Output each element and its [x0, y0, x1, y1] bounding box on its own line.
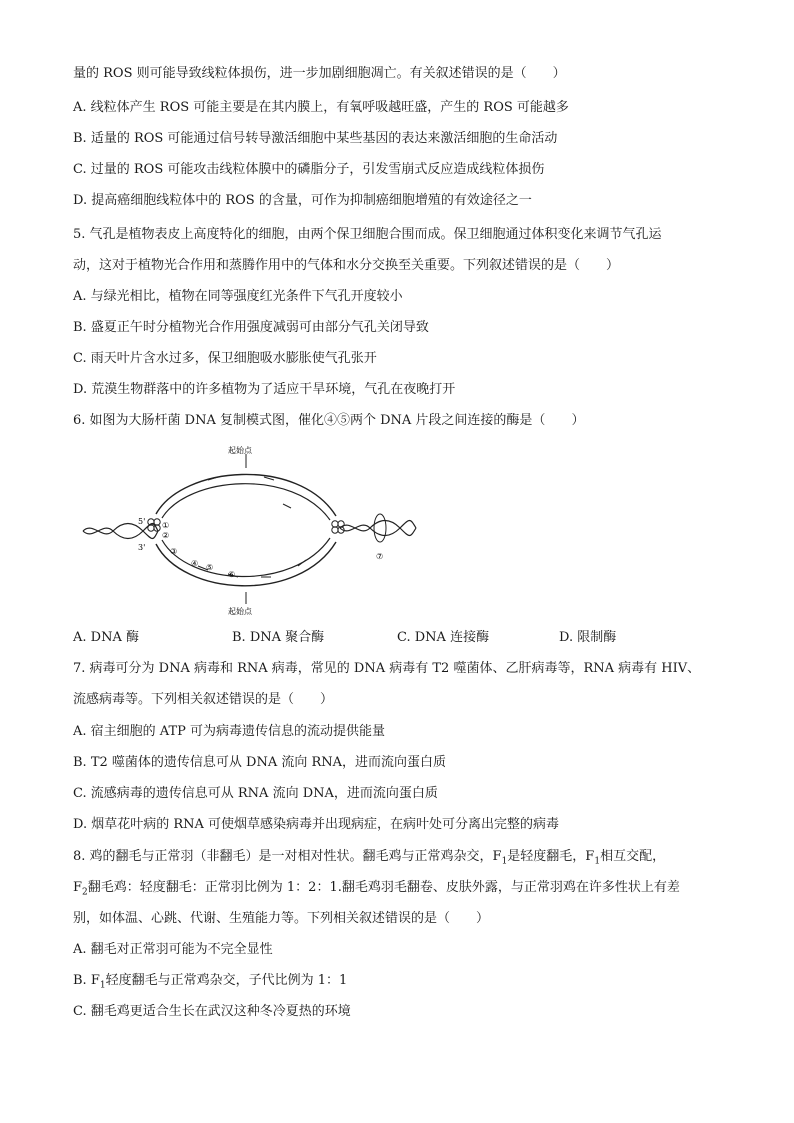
- q8-stem-line1: 8. 鸡的翻毛与正常羽（非翻毛）是一对相对性状。翻毛鸡与正常鸡杂交，$F_1$是轻度翻毛，$F_1$相互交配，: [73, 849, 666, 867]
- q6-option-c: C. DNA 连接酶: [397, 630, 490, 645]
- label-origin-bottom: 起始点: [228, 607, 252, 616]
- q4-option-c: C. 过量的 ROS 可能攻击线粒体膜中的磷脂分子，引发雪崩式反应造成线粒体损伤: [73, 162, 545, 177]
- q7-stem-line2: 流感病毒等。下列相关叙述错误的是（ ）: [73, 692, 334, 707]
- q8-option-a: A. 翻毛对正常羽可能为不完全显性: [73, 942, 273, 957]
- label-n5: ⑤: [206, 563, 214, 572]
- q4-option-b: B. 适量的 ROS 可能通过信号转导激活细胞中某些基因的表达来激活细胞的生命活动: [73, 131, 558, 146]
- q7-option-c: C. 流感病毒的遗传信息可从 RNA 流向 DNA，进而流向蛋白质: [73, 786, 438, 801]
- strand-top-outer: [156, 474, 336, 516]
- q5-stem-line1: 5. 气孔是植物表皮上高度特化的细胞，由两个保卫细胞合围而成。保卫细胞通过体积变化来调节气孔运: [73, 227, 662, 242]
- q8-stem-line3: 别，如体温、心跳、代谢、生殖能力等。下列相关叙述错误的是（ ）: [73, 911, 490, 926]
- enzyme-circle: [338, 521, 344, 527]
- enzyme-circle: [154, 519, 160, 525]
- q8-option-c: C. 翻毛鸡更适合生长在武汉这种冬冷夏热的环境: [73, 1004, 351, 1019]
- label-n4: ④: [191, 559, 199, 568]
- q7-option-a: A. 宿主细胞的 ATP 可为病毒遗传信息的流动提供能量: [73, 724, 386, 739]
- q5-option-d: D. 荒漠生物群落中的许多植物为了适应干旱环境，气孔在夜晚打开: [73, 382, 456, 397]
- q6-option-a: A. DNA 酶: [73, 630, 139, 645]
- q6-stem: 6. 如图为大肠杆菌 DNA 复制模式图，催化④⑤两个 DNA 片段之间连接的酶是（ ）: [73, 413, 585, 428]
- label-n3: ③: [170, 547, 178, 556]
- q7-option-d: D. 烟草花叶病的 RNA 可使烟草感染病毒并出现病症，在病叶处可分离出完整的病毒: [73, 817, 560, 832]
- label-5prime: 5': [138, 517, 146, 526]
- arrow-bottom-4: [298, 560, 306, 566]
- q5-stem-line2: 动，这对于植物光合作用和蒸腾作用中的气体和水分交换至关重要。下列叙述错误的是（ ）: [73, 258, 620, 273]
- rotation-arrow: [374, 514, 386, 542]
- text-line: 量的 ROS 则可能导致线粒体损伤，进一步加剧细胞凋亡。有关叙述错误的是（ ）: [73, 66, 566, 81]
- q4-option-a: A. 线粒体产生 ROS 可能主要是在其内膜上，有氧呼吸越旺盛，产生的 ROS 可能越多: [73, 100, 569, 115]
- strand-bottom-outer: [156, 542, 336, 586]
- q5-option-b: B. 盛夏正午时分植物光合作用强度减弱可由部分气孔关闭导致: [73, 320, 429, 335]
- label-n1: ①: [162, 521, 170, 530]
- enzyme-circle: [332, 521, 338, 527]
- label-n6: ⑥: [228, 570, 236, 579]
- q5-option-a: A. 与绿光相比，植物在同等强度红光条件下气孔开度较小: [73, 289, 403, 304]
- q7-stem-line1: 7. 病毒可分为 DNA 病毒和 RNA 病毒，常见的 DNA 病毒有 T2 噬菌体、乙肝病毒等，RNA 病毒有 HIV、: [73, 661, 701, 676]
- label-origin-top: 起始点: [228, 446, 252, 455]
- enzyme-circle: [332, 527, 338, 533]
- arrow-inner-right: [283, 504, 291, 508]
- label-n7: ⑦: [376, 552, 384, 561]
- q4-option-d: D. 提高癌细胞线粒体中的 ROS 的含量，可作为抑制癌细胞增殖的有效途径之一: [73, 193, 532, 208]
- label-3prime: 3': [138, 543, 146, 552]
- q7-option-b: B. T2 噬菌体的遗传信息可从 DNA 流向 RNA，进而流向蛋白质: [73, 755, 447, 770]
- enzyme-circle: [148, 525, 154, 531]
- q8-stem-line2: $F_2$翻毛鸡：轻度翻毛：正常羽比例为 1：2：1.翻毛鸡羽毛翻卷、皮肤外露，与正常羽鸡在许多性状上有差: [73, 880, 680, 898]
- label-n2: ②: [162, 531, 170, 540]
- strand-top-inner: [162, 484, 330, 520]
- q5-option-c: C. 雨天叶片含水过多，保卫细胞吸水膨胀使气孔张开: [73, 351, 377, 366]
- q8-option-b: B. $F_1$轻度翻毛与正常鸡杂交，子代比例为 1：1: [73, 973, 348, 991]
- dna-replication-diagram: [78, 446, 418, 616]
- q6-option-b: B. DNA 聚合酶: [232, 630, 325, 645]
- q6-option-d: D. 限制酶: [559, 630, 617, 645]
